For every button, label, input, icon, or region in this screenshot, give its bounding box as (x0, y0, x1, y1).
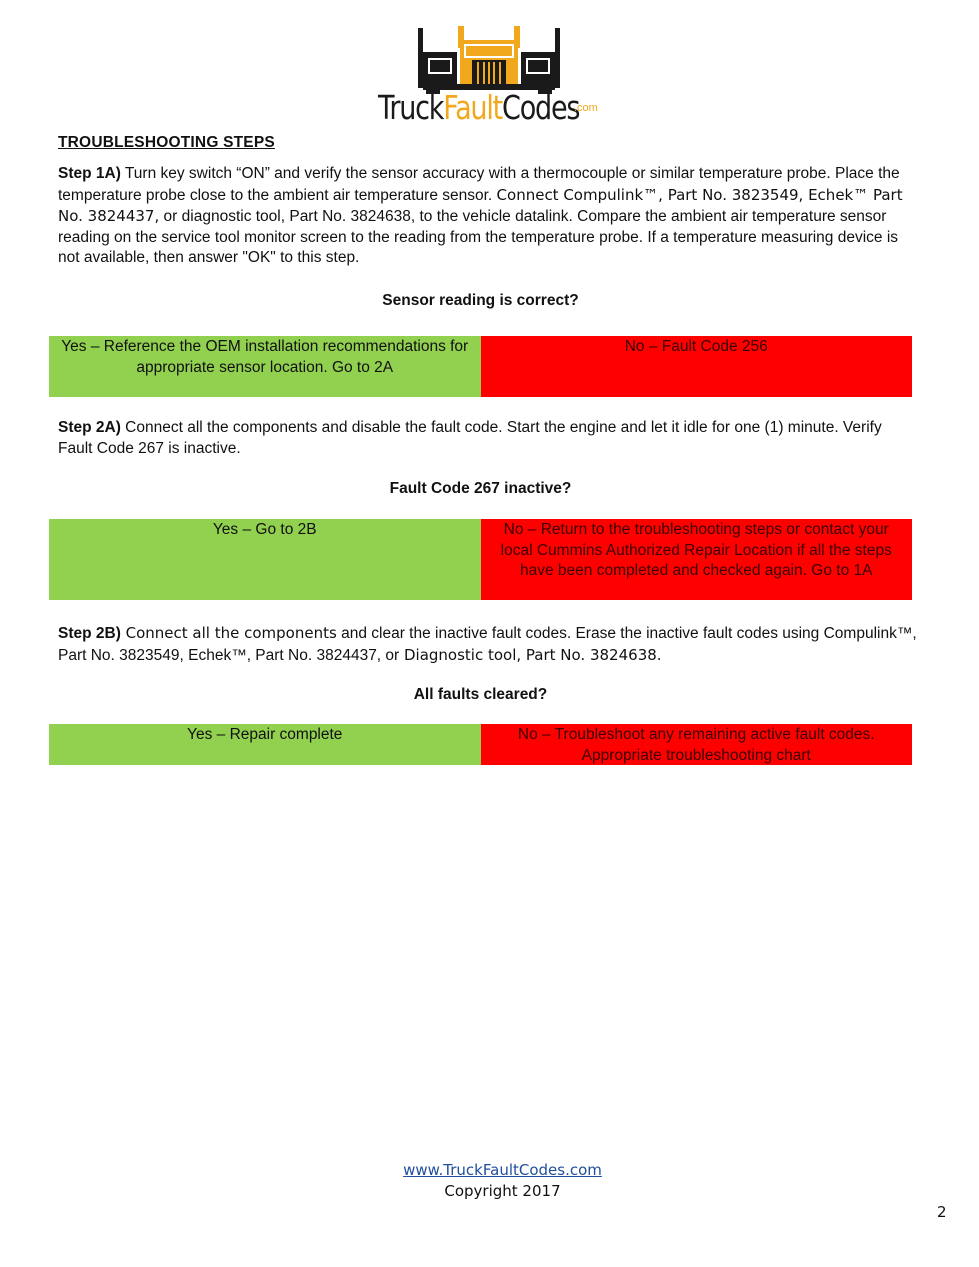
step-1a-no-cell: No – Fault Code 256 (481, 336, 913, 397)
step-2b-yes-cell: Yes – Repair complete (49, 724, 481, 765)
logo-word-codes: Codes (502, 88, 580, 127)
step-1a-question: Sensor reading is correct? (382, 292, 579, 309)
step-2b-answer-row (49, 724, 912, 765)
step-2b-question: All faults cleared? (413, 686, 548, 703)
logo-word-fault: Fault (443, 88, 503, 127)
step-2a-yes-cell: Yes – Go to 2B (49, 519, 481, 600)
step-1a-answer-row (49, 336, 912, 397)
step-2a-paragraph (58, 418, 918, 459)
step-1a-label: Step 1A) (58, 165, 121, 182)
logo (378, 22, 603, 130)
step-1a-text-c: or diagnostic tool, Part No. 3824638, to the vehicle datalink. Compare the ambient air temperature sensor reading on the service tool monitor screen to the reading from the temperature probe. If a temperature measuring device is not available, then answer "OK" to this step. (58, 208, 899, 266)
step-1a-text-a: Turn key switch “ON” and verify the sensor accuracy with a thermocouple or similar temperature probe. Place the temperature probe close to the ambient air temperature sensor. (58, 165, 900, 204)
step-2b-paragraph (58, 623, 918, 666)
step-2a-no-cell: No – Return to the troubleshooting steps or contact your local Cummins Authorized Repair Location if all the steps have been completed and checked again. Go to 1A (481, 519, 913, 600)
logo-suffix: .com (574, 102, 598, 114)
step-2a-answer-row (49, 519, 912, 600)
footer-website-link[interactable]: www.TruckFaultCodes.com (403, 1161, 602, 1179)
step-2a-label: Step 2A) (58, 419, 121, 436)
step-2b-text-b: and clear the inactive fault codes. Erase the inactive fault codes using Compulink™, Part No. 3823549, Echek™, Part No. 3824437, or (58, 625, 917, 664)
step-2b-text-c: Diagnostic tool, Part No. 3824638. (399, 645, 662, 664)
step-2b-label: Step 2B) (58, 625, 121, 642)
step-1a-paragraph (58, 164, 918, 269)
step-2b-no-cell: No – Troubleshoot any remaining active fault codes. Appropriate troubleshooting chart (481, 724, 913, 765)
step-1a-text-b: Connect Compulink™, Part No. 3823549, Echek™ Part No. 3824437, (58, 185, 903, 225)
truck-grille-icon (414, 22, 564, 94)
logo-word-truck: Truck (378, 88, 444, 127)
step-2b-text-a: Connect all the components (120, 624, 337, 642)
footer-copyright: Copyright 2017 (444, 1182, 561, 1200)
page-number: 2 (937, 1203, 947, 1221)
step-2a-question: Fault Code 267 inactive? (389, 480, 572, 497)
step-1a-yes-cell: Yes – Reference the OEM installation recommendations for appropriate sensor location. Go to 2A (49, 336, 481, 397)
logo-wordmark (378, 88, 580, 128)
section-title: TROUBLESHOOTING STEPS (58, 134, 275, 151)
step-2a-text-a: Connect all the components and disable the fault code. Start the engine and let it idle for one (1) minute. Verify Fault Code 267 is inactive. (58, 419, 882, 457)
